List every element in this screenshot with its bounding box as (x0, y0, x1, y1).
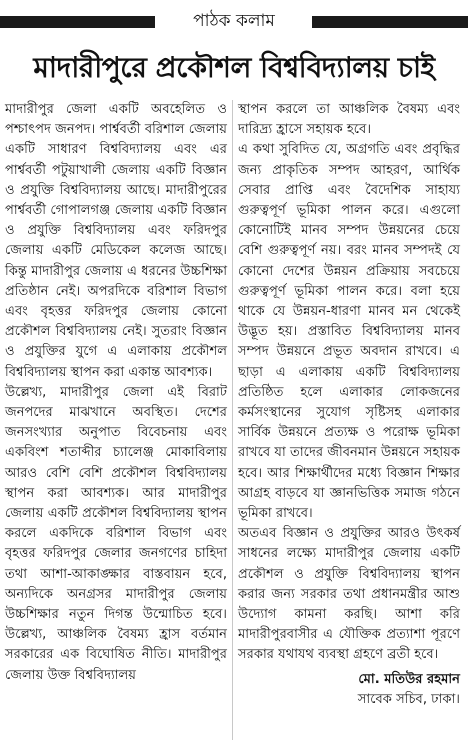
paragraph: উল্লেখ্য, মাদারীপুর জেলা এই বিরাট জনপদের মাঝখানে অবস্থিত। দেশের জনসংখ্যার অনুপাত বিবেচনায় এবং একবিংশ শতাব্দীর চ্যালেঞ্জ মোকাবিলায় আরও বেশি বেশি প্রকৌশল বিশ্ববিদ্যালয় স্থাপন করা আবশ্যক। আর মাদারীপুর জেলায় একটি প্রকৌশল বিশ্ববিদ্যালয় স্থাপন করলে একদিকে বরিশাল বিভাগ এবং বৃহত্তর ফরিদপুর জেলার জনগণের চাহিদা তথা আশা-আকাঙ্ক্ষার বাস্তবায়ন হবে, অন্যদিকে অনগ্রসর মাদারীপুর জেলায় উচ্চশিক্ষার নতুন দিগন্ত উন্মোচিত হবে। উল্লেখ্য, আঞ্চলিক বৈষম্য হ্রাস বর্তমান সরকারের এক বিঘোষিত নীতি। মাদারীপুর জেলায় উক্ত বিশ্ববিদ্যালয় (5, 384, 227, 683)
column-name: পাঠক কলাম (193, 11, 275, 31)
article-column-right (238, 100, 460, 710)
paragraph: মাদারীপুর জেলা একটি অবহেলিত ও পশ্চাৎপদ জনপদ। পার্শ্ববর্তী বরিশাল জেলায় একটি সাধারণ বিশ্ববিদ্যালয় এবং এর পার্শ্ববর্তী পটুয়াখালী জেলায় একটি বিজ্ঞান ও প্রযুক্তি বিশ্ববিদ্যালয় আছে। মাদারীপুরের পার্শ্ববর্তী গোপালগঞ্জ জেলায় একটি বিজ্ঞান ও প্রযুক্তি বিশ্ববিদ্যালয় এবং ফরিদপুর জেলায় একটি মেডিকেল কলেজ আছে। কিন্তু মাদারীপুর জেলায় এ ধরনের উচ্চশিক্ষা প্রতিষ্ঠান নেই। অপরদিকে বরিশাল বিভাগ এবং বৃহত্তর ফরিদপুর জেলায় কোনো প্রকৌশল বিশ্ববিদ্যালয় নেই। সুতরাং বিজ্ঞান ও প্রযুক্তির যুগে এ এলাকায় প্রকৌশল বিশ্ববিদ্যালয় স্থাপন করা একান্ত আবশ্যক। (5, 102, 227, 380)
article-headline: মাদারীপুরে প্রকৌশল বিশ্ববিদ্যালয় চাই (33, 51, 435, 84)
paragraph: এ কথা সুবিদিত যে, অগ্রগতি এবং প্রবৃদ্ধির জন্য প্রাকৃতিক সম্পদ আহরণ, আর্থিক সেবার প্রাপ্তি এবং বৈদেশিক সাহায্য গুরুত্বপূর্ণ ভূমিকা পালন করে। এগুলো কোনোটিই মানব সম্পদ উন্নয়নের চেয়ে বেশি গুরুত্বপূর্ণ নয়। বরং মানব সম্পদই যে কোনো দেশের উন্নয়ন প্রক্রিয়ায় সবচেয়ে গুরুত্বপূর্ণ ভূমিকা পালন করে। বলা হয়ে থাকে যে উন্নয়ন-ধারণা মানব মন থেকেই উদ্ভূত হয়। প্রস্তাবিত বিশ্ববিদ্যালয় মানব সম্পদ উন্নয়নে প্রভূত অবদান রাখবে। এ ছাড়া এ এলাকায় একটি বিশ্ববিদ্যালয় প্রতিষ্ঠিত হলে এলাকার লোকজনের কর্মসংস্থানের সুযোগ সৃষ্টিসহ এলাকার সার্বিক উন্নয়নে প্রত্যক্ষ ও পরোক্ষ ভূমিকা রাখবে যা তাদের জীবনমান উন্নয়নে সহায়ক হবে। আর শিক্ষার্থীদের মধ্যে বিজ্ঞান শিক্ষার আগ্রহ বাড়বে যা জ্ঞানভিত্তিক সমাজ গঠনে ভূমিকা রাখবে। (238, 142, 460, 522)
paragraph: স্থাপন করলে তা আঞ্চলিক বৈষম্য এবং দারিদ্র্য হ্রাসে সহায়ক হবে। (238, 102, 460, 138)
paragraph: অতএব বিজ্ঞান ও প্রযুক্তির আরও উৎকর্ষ সাধনের লক্ষ্যে মাদারীপুর জেলায় একটি প্রকৌশল ও প্রযুক্তি বিশ্ববিদ্যালয় স্থাপন করার জন্য সরকার তথা প্রধানমন্ত্রীর আশু উদ্যোগ কামনা করছি। আশা করি মাদারীপুরবাসীর এ যৌক্তিক প্রত্যাশা পূরণে সরকার যথাযথ ব্যবস্থা গ্রহণে ব্রতী হবে। (238, 526, 460, 663)
author-name: মো. মতিউর রহমান (358, 671, 460, 687)
column-header (0, 4, 468, 38)
article-column-left (5, 100, 227, 686)
header-rule-left (0, 16, 155, 28)
author-title: সাবেক সচিব, ঢাকা। (357, 691, 460, 707)
header-rule-right (312, 16, 468, 28)
column-divider (232, 100, 233, 740)
